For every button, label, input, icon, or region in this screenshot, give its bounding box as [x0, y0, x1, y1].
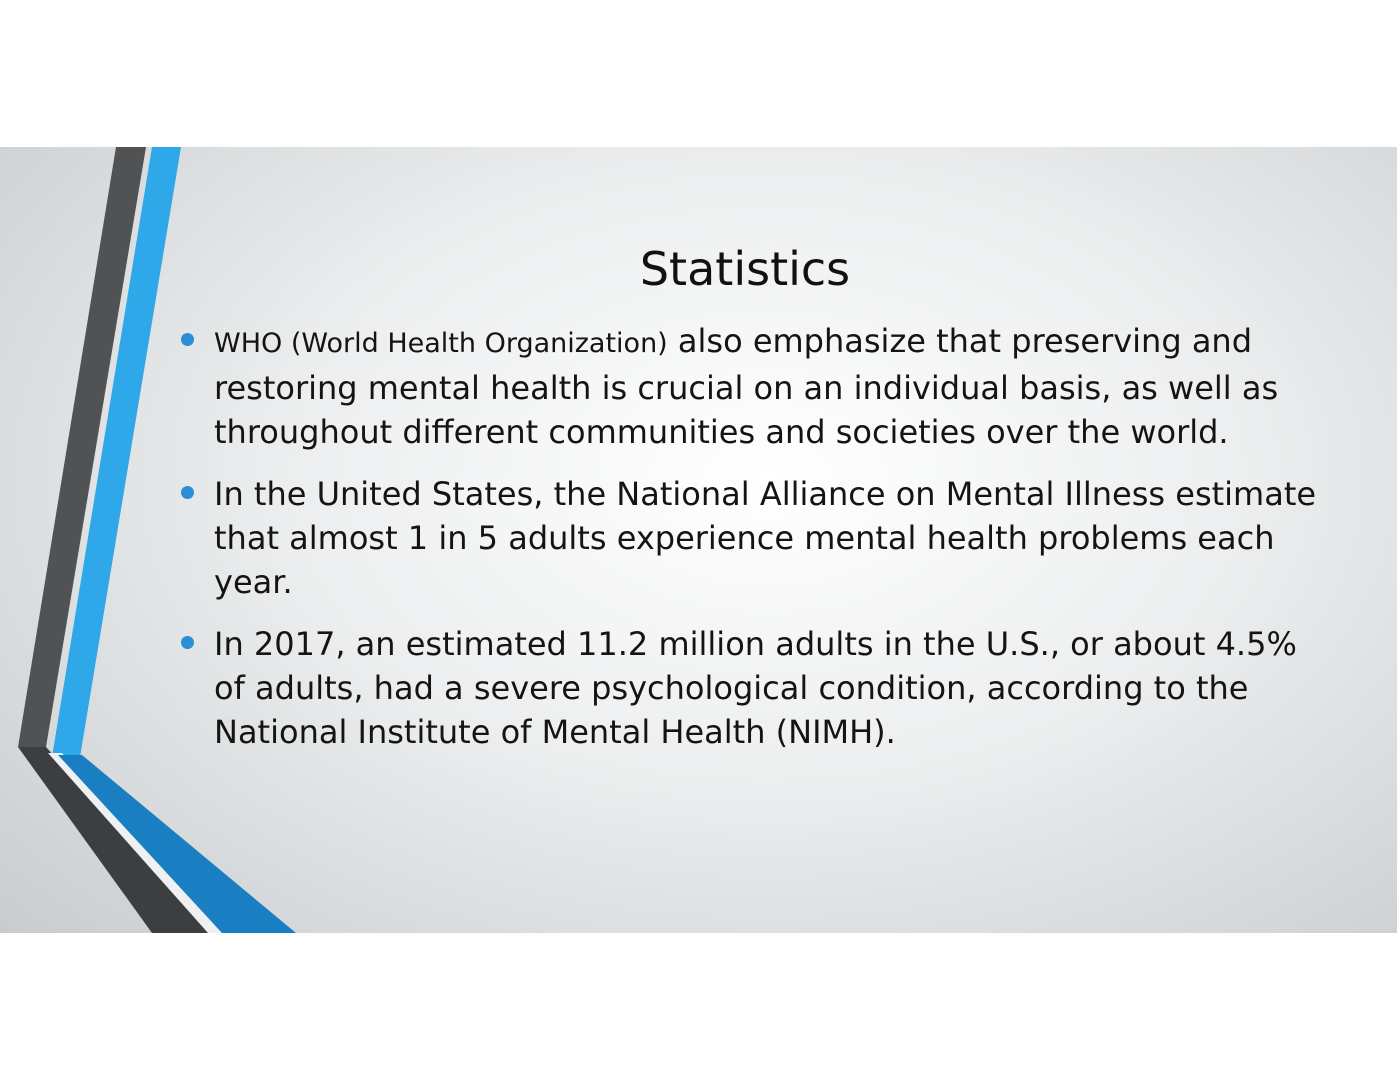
bullet-list: [214, 319, 1334, 772]
bullet-item: [214, 622, 1334, 754]
bullet-item: [214, 319, 1334, 454]
bullet-text: also emphasize that preserving and restoring mental health is crucial on an individual basis, as well as throughout different communities and societies over the world.: [214, 322, 1279, 451]
bullet-dot-icon: [181, 333, 194, 346]
bullet-text: In the United States, the National Alliance on Mental Illness estimate that almost 1 in 5 adults experience mental health problems each year.: [214, 475, 1317, 601]
bullet-text: In 2017, an estimated 11.2 million adults in the U.S., or about 4.5% of adults, had a severe psychological condition, according to the National Institute of Mental Health (NIMH).: [214, 625, 1297, 751]
bullet-item: [214, 472, 1334, 604]
slide: [0, 147, 1397, 933]
bullet-dot-icon: [181, 486, 194, 499]
slide-title: Statistics: [639, 242, 851, 296]
bullet-prefix: WHO (World Health Organization): [214, 328, 668, 359]
bullet-dot-icon: [181, 636, 194, 649]
